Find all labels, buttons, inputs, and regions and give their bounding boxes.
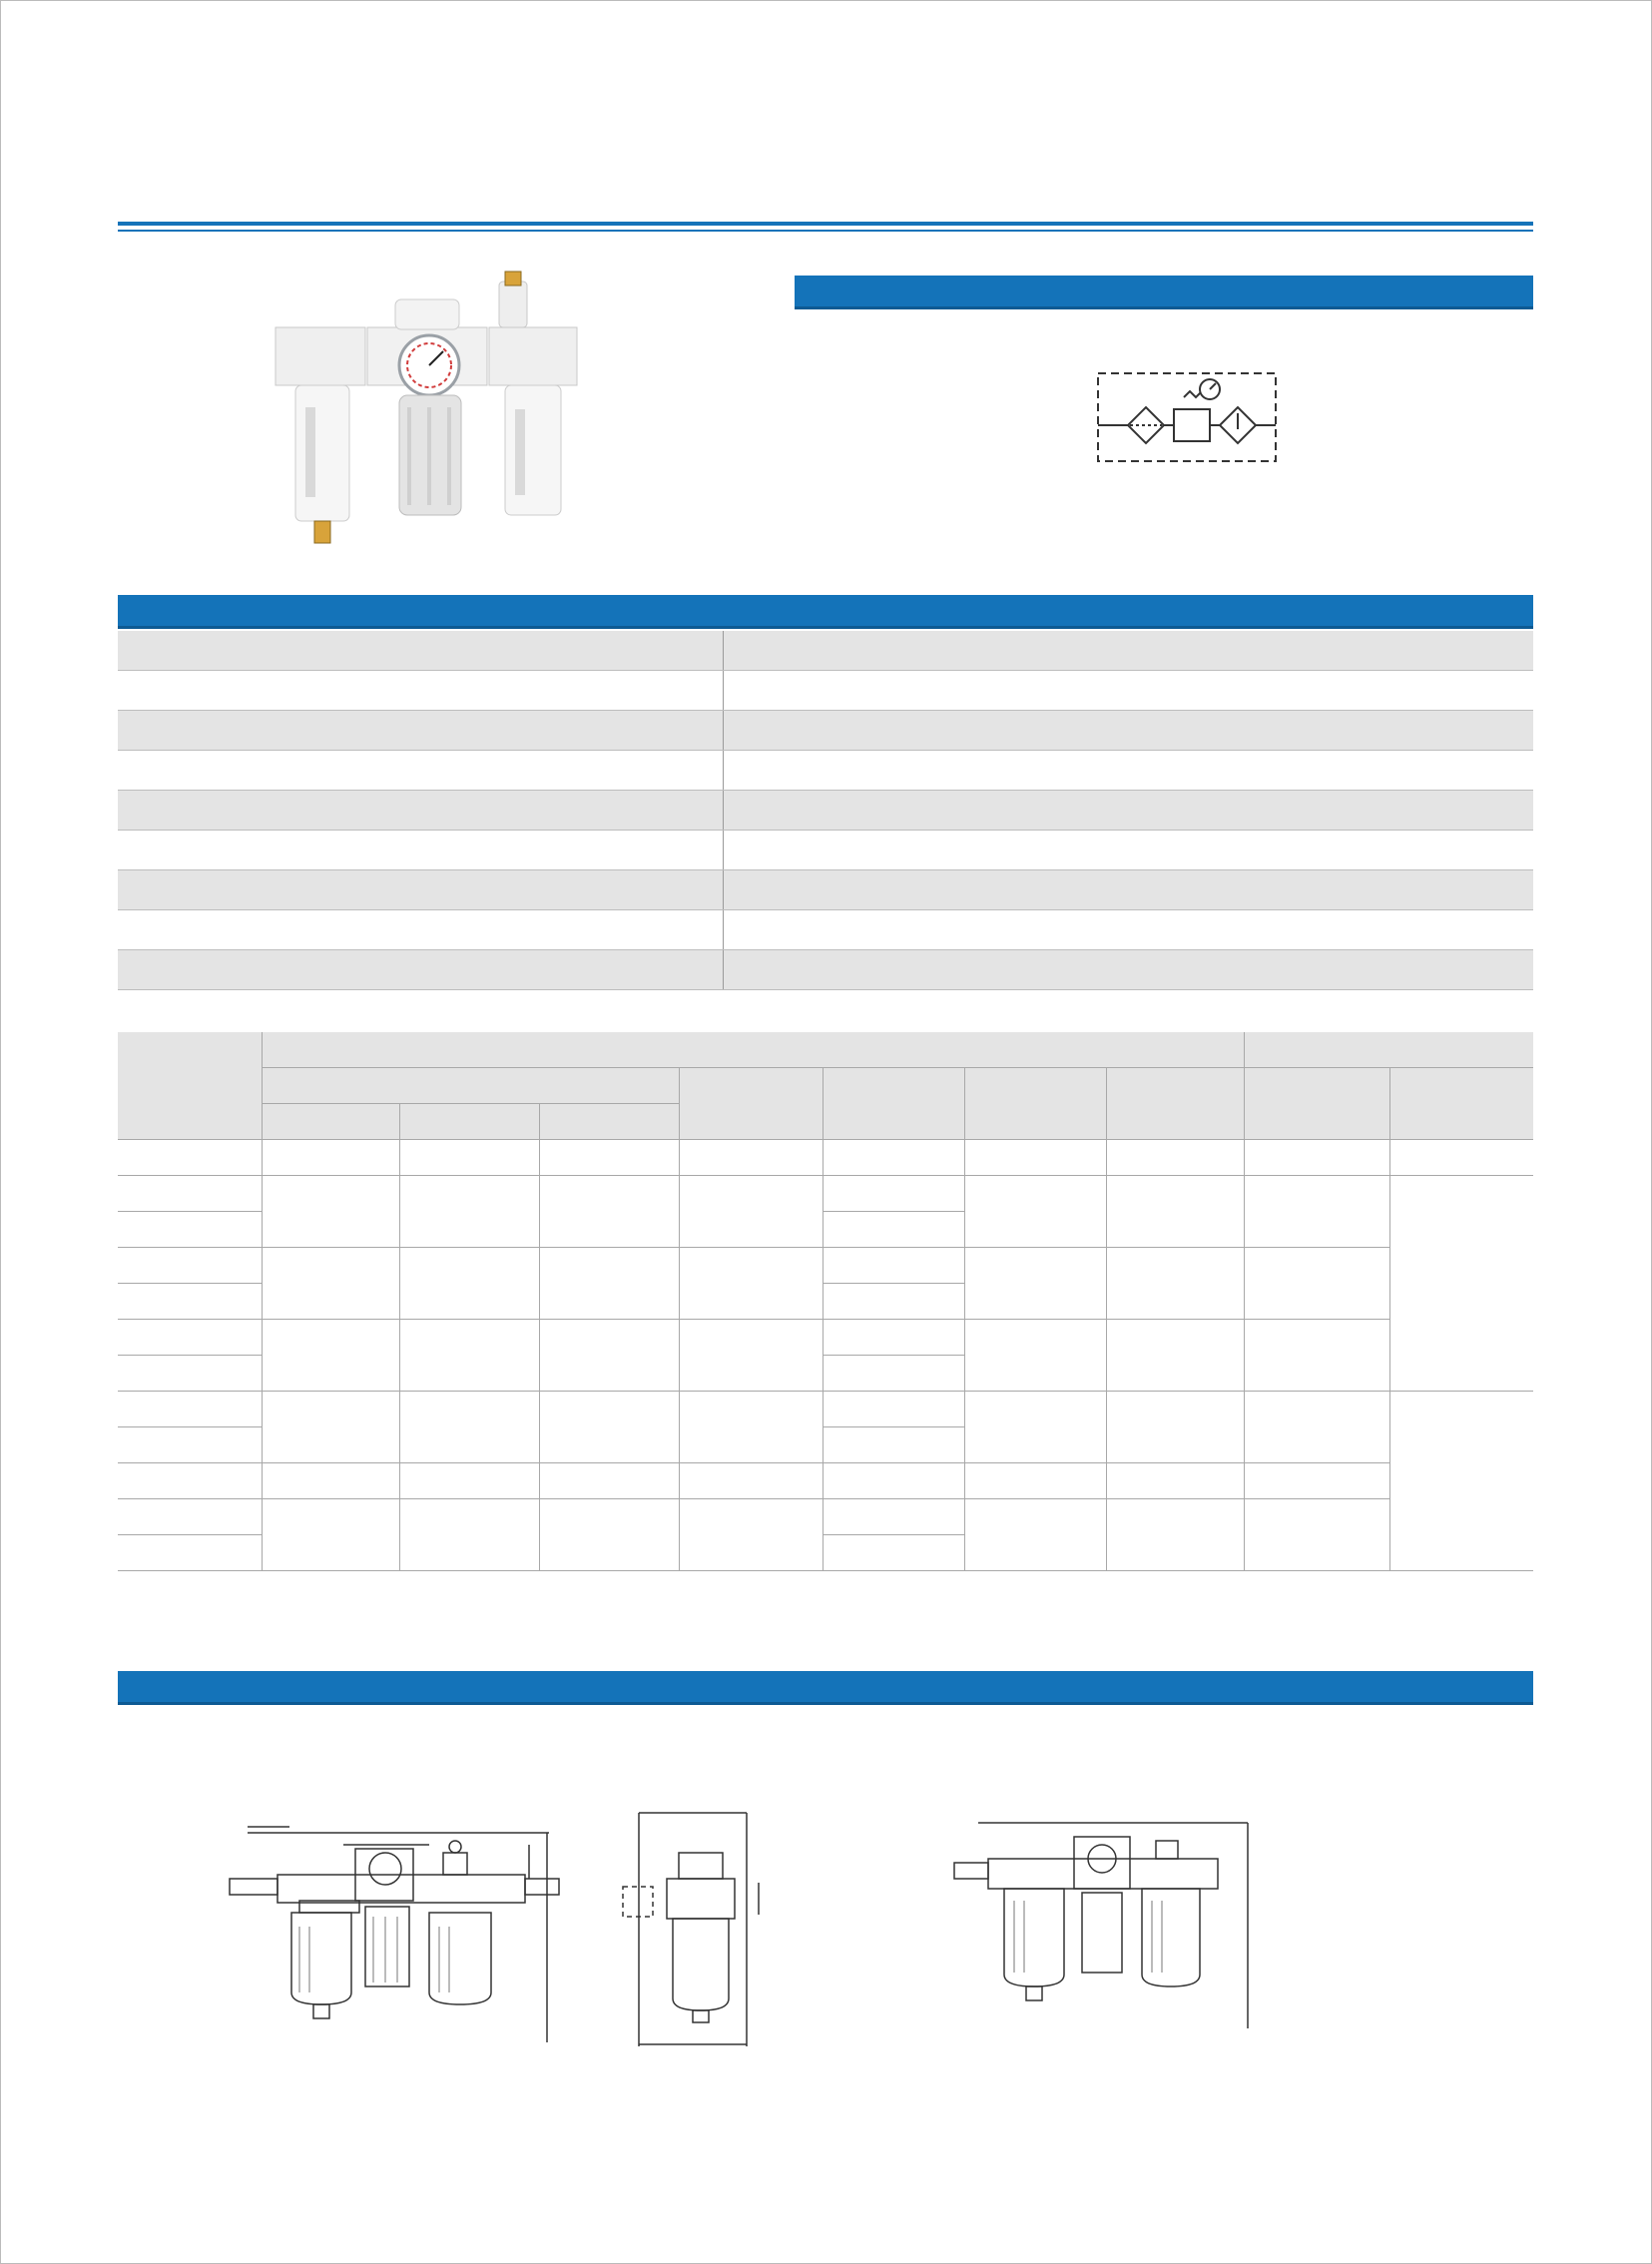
cell-port bbox=[823, 1356, 964, 1392]
spec-row bbox=[118, 870, 1533, 910]
header-regulator bbox=[399, 1104, 539, 1140]
cell-gauge-port bbox=[964, 1392, 1106, 1463]
model-table bbox=[118, 1032, 1533, 1571]
cell-regulator bbox=[399, 1392, 539, 1463]
cell-weight bbox=[1106, 1140, 1244, 1176]
drawing-right-side bbox=[1288, 1777, 1527, 2086]
product-photo bbox=[268, 270, 587, 569]
cell-lubricator bbox=[539, 1463, 679, 1499]
spec-table bbox=[118, 631, 1533, 990]
cell-bracket bbox=[1244, 1463, 1389, 1499]
cell-model bbox=[118, 1463, 262, 1499]
cell-model bbox=[118, 1499, 262, 1535]
header-weight bbox=[1106, 1068, 1244, 1140]
spec-value bbox=[724, 910, 1534, 950]
cell-flow bbox=[679, 1463, 823, 1499]
table-row bbox=[118, 1320, 1533, 1356]
cell-port bbox=[823, 1392, 964, 1427]
cell-weight bbox=[1106, 1320, 1244, 1392]
header-divider bbox=[118, 222, 1533, 226]
section-bar-symbol bbox=[795, 276, 1533, 309]
cell-gauge bbox=[1389, 1392, 1533, 1571]
cell-model bbox=[118, 1284, 262, 1320]
spec-row bbox=[118, 791, 1533, 831]
table-row bbox=[118, 1392, 1533, 1427]
spec-label bbox=[118, 831, 724, 870]
spec-value bbox=[724, 751, 1534, 791]
cell-flow bbox=[679, 1392, 823, 1463]
cell-gauge-port bbox=[964, 1176, 1106, 1248]
table-row bbox=[118, 1499, 1533, 1535]
cell-model bbox=[118, 1320, 262, 1356]
cell-gauge-port bbox=[964, 1463, 1106, 1499]
cell-port bbox=[823, 1320, 964, 1356]
cell-gauge-port bbox=[964, 1248, 1106, 1320]
cell-filter bbox=[262, 1463, 399, 1499]
header-bracket bbox=[1244, 1068, 1389, 1140]
cell-lubricator bbox=[539, 1248, 679, 1320]
cell-model bbox=[118, 1356, 262, 1392]
spec-row bbox=[118, 831, 1533, 870]
cell-model bbox=[118, 1212, 262, 1248]
cell-filter bbox=[262, 1499, 399, 1571]
header-gauge bbox=[1389, 1068, 1533, 1140]
cell-port bbox=[823, 1499, 964, 1535]
cell-port bbox=[823, 1427, 964, 1463]
cell-model bbox=[118, 1176, 262, 1212]
cell-flow bbox=[679, 1320, 823, 1392]
cell-model bbox=[118, 1392, 262, 1427]
cell-lubricator bbox=[539, 1140, 679, 1176]
cell-gauge-port bbox=[964, 1499, 1106, 1571]
cell-filter bbox=[262, 1176, 399, 1248]
table-row bbox=[118, 1248, 1533, 1284]
cell-gauge-port bbox=[964, 1320, 1106, 1392]
spec-label bbox=[118, 751, 724, 791]
cell-model bbox=[118, 1427, 262, 1463]
table-row bbox=[118, 1463, 1533, 1499]
spec-label bbox=[118, 950, 724, 990]
cell-gauge-port bbox=[964, 1140, 1106, 1176]
cell-flow bbox=[679, 1248, 823, 1320]
cell-filter bbox=[262, 1320, 399, 1392]
spec-label bbox=[118, 711, 724, 751]
cell-bracket bbox=[1244, 1176, 1389, 1248]
spec-row bbox=[118, 711, 1533, 751]
spec-label bbox=[118, 910, 724, 950]
cell-weight bbox=[1106, 1392, 1244, 1463]
section-bar-dimensions bbox=[118, 1671, 1533, 1705]
spec-label bbox=[118, 671, 724, 711]
cell-model bbox=[118, 1140, 262, 1176]
cell-lubricator bbox=[539, 1499, 679, 1571]
cell-port bbox=[823, 1176, 964, 1212]
cell-regulator bbox=[399, 1320, 539, 1392]
cell-port bbox=[823, 1463, 964, 1499]
drawing-left-front bbox=[130, 1797, 589, 2116]
header-component bbox=[262, 1068, 679, 1104]
spec-row bbox=[118, 950, 1533, 990]
cell-gauge bbox=[1389, 1140, 1533, 1176]
cell-port bbox=[823, 1248, 964, 1284]
spec-label bbox=[118, 870, 724, 910]
spec-value bbox=[724, 950, 1534, 990]
spec-row bbox=[118, 751, 1533, 791]
cell-filter bbox=[262, 1248, 399, 1320]
spec-value bbox=[724, 831, 1534, 870]
header-divider-thin bbox=[118, 230, 1533, 232]
cell-weight bbox=[1106, 1499, 1244, 1571]
spec-row bbox=[118, 671, 1533, 711]
cell-filter bbox=[262, 1392, 399, 1463]
cell-regulator bbox=[399, 1499, 539, 1571]
cell-bracket bbox=[1244, 1248, 1389, 1320]
cell-lubricator bbox=[539, 1320, 679, 1392]
cell-regulator bbox=[399, 1176, 539, 1248]
cell-port bbox=[823, 1284, 964, 1320]
cell-bracket bbox=[1244, 1499, 1389, 1571]
header-parts bbox=[1244, 1032, 1533, 1068]
spec-value bbox=[724, 870, 1534, 910]
header-gauge-port bbox=[964, 1068, 1106, 1140]
cell-port bbox=[823, 1535, 964, 1571]
spec-value bbox=[724, 671, 1534, 711]
cell-filter bbox=[262, 1140, 399, 1176]
cell-weight bbox=[1106, 1176, 1244, 1248]
cell-flow bbox=[679, 1176, 823, 1248]
table-row bbox=[118, 1140, 1533, 1176]
spec-label bbox=[118, 791, 724, 831]
table-row bbox=[118, 1176, 1533, 1212]
cell-lubricator bbox=[539, 1176, 679, 1248]
spec-value bbox=[724, 711, 1534, 751]
cell-model bbox=[118, 1248, 262, 1284]
cell-regulator bbox=[399, 1248, 539, 1320]
cell-model bbox=[118, 1535, 262, 1571]
spec-row bbox=[118, 631, 1533, 671]
cell-lubricator bbox=[539, 1392, 679, 1463]
header-model bbox=[118, 1032, 262, 1140]
cell-weight bbox=[1106, 1248, 1244, 1320]
header-lubricator bbox=[539, 1104, 679, 1140]
spec-value bbox=[724, 791, 1534, 831]
cell-regulator bbox=[399, 1463, 539, 1499]
header-port bbox=[823, 1068, 964, 1140]
section-bar-specs bbox=[118, 595, 1533, 629]
cell-weight bbox=[1106, 1463, 1244, 1499]
cell-flow bbox=[679, 1499, 823, 1571]
drawing-right-front bbox=[858, 1797, 1278, 2096]
cell-regulator bbox=[399, 1140, 539, 1176]
drawing-left-side bbox=[599, 1797, 858, 2096]
cell-port bbox=[823, 1212, 964, 1248]
cell-flow bbox=[679, 1140, 823, 1176]
cell-bracket bbox=[1244, 1392, 1389, 1463]
spec-value bbox=[724, 631, 1534, 671]
header-flow bbox=[679, 1068, 823, 1140]
header-spec bbox=[262, 1032, 1244, 1068]
spec-label bbox=[118, 631, 724, 671]
cell-bracket bbox=[1244, 1320, 1389, 1392]
spec-row bbox=[118, 910, 1533, 950]
pneumatic-symbol bbox=[1092, 367, 1282, 467]
cell-port bbox=[823, 1140, 964, 1176]
cell-gauge bbox=[1389, 1176, 1533, 1392]
cell-bracket bbox=[1244, 1140, 1389, 1176]
header-filter bbox=[262, 1104, 399, 1140]
